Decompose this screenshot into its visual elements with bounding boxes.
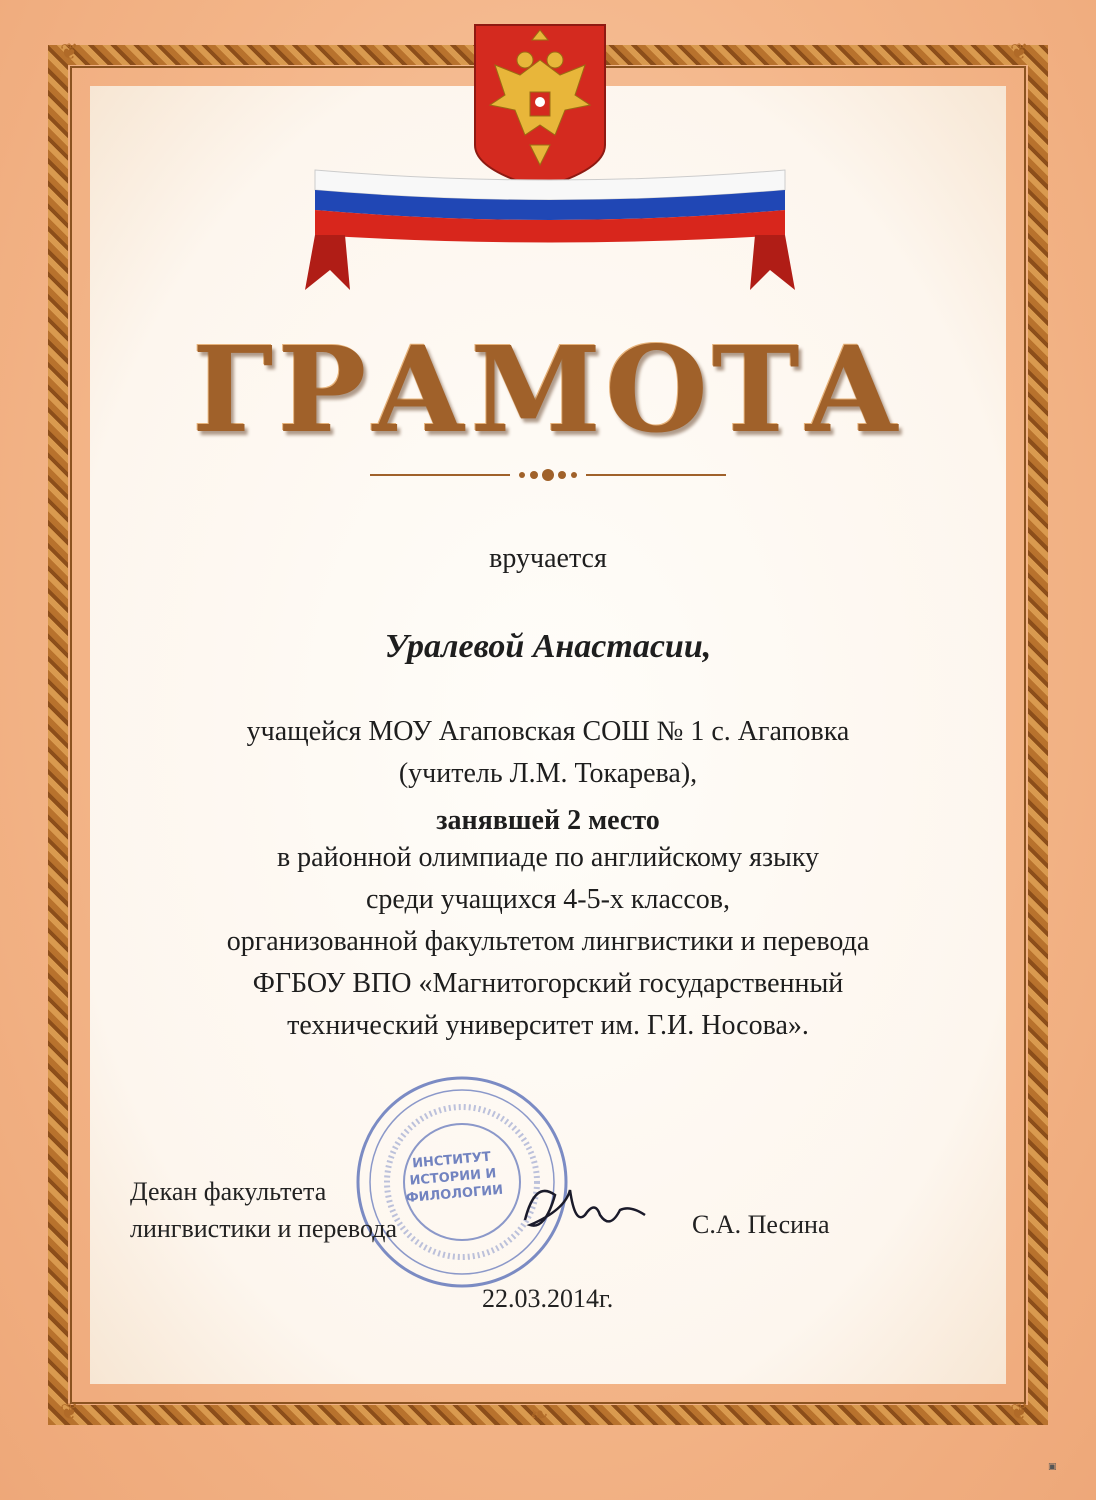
- handwritten-signature: [515, 1170, 655, 1250]
- details-line: технический университет им. Г.И. Носова».: [287, 1010, 809, 1041]
- leaf-icon: ❧: [530, 1403, 549, 1428]
- leaf-icon: ❦: [60, 40, 79, 65]
- details-line: ФГБОУ ВПО «Магнитогорский государственный: [252, 968, 844, 999]
- details-line: в районной олимпиаде по английскому языку: [276, 842, 820, 873]
- teacher-line: (учитель Л.М. Токарева),: [398, 758, 698, 789]
- certificate-title: ГРАМОТА: [192, 320, 904, 459]
- issue-date: 22.03.2014г.: [482, 1284, 614, 1313]
- stamp-center-text: ИНСТИТУТ ИСТОРИИ И ФИЛОЛОГИИ: [405, 1149, 504, 1207]
- details-line: организованной факультетом лингвистики и перевода: [226, 926, 870, 957]
- leaf-icon: ❦: [1010, 40, 1029, 65]
- place-line: занявшей 2 место: [436, 805, 660, 836]
- signatory-name: С.А. Песина: [692, 1210, 830, 1239]
- ornamental-divider: [370, 465, 726, 485]
- school-line: учащейся МОУ Агаповская СОШ № 1 с. Агаповка: [246, 716, 850, 747]
- printer-mark: ▣: [1048, 1462, 1057, 1472]
- tricolor-ribbon: [300, 150, 800, 310]
- awarded-line: вручается: [489, 543, 607, 574]
- leaf-icon: ❦: [1010, 1400, 1029, 1425]
- details-line: среди учащихся 4-5-х классов,: [366, 884, 730, 915]
- recipient-name: Уралевой Анастасии,: [384, 628, 712, 665]
- signatory-position: Декан факультета лингвистики и перевода: [130, 1177, 398, 1243]
- leaf-icon: ❦: [60, 1400, 79, 1425]
